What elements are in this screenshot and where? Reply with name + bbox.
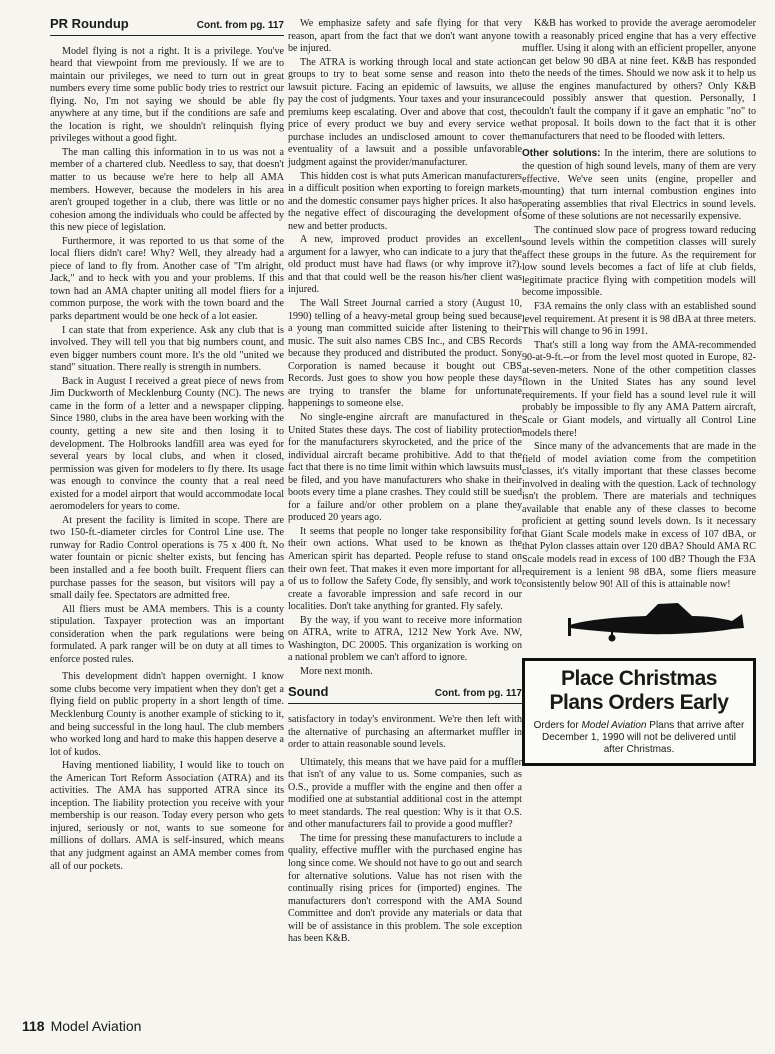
pr-paragraph: Furthermore, it was reported to us that some of the local fliers didn't care! Why? Well, they already had a piece of land to fly from. Another case of "I'm alright, Jack," and to heck with you and your problems. If this town had an AMA chapter uniting all model fliers for a common purpose, the work with the town board and the parks department would be one heck of a lot easier. bbox=[50, 235, 284, 323]
ad-body-post: Plans that arrive after December 1, 1990 will not be delivered until after Christmas. bbox=[542, 720, 745, 756]
sound-paragraph: Ultimately, this means that we have paid for a muffler that isn't of any value to us. Some companies, such as O.S., provide a muffler with the engine and then offer a modified one at substantial additional cost in the attempt to meet standards. The real question: Why is it that O.S. and other manufacturers fail to provide a good muffler? bbox=[288, 756, 522, 831]
column-3 bbox=[522, 18, 756, 766]
sound-header bbox=[288, 686, 522, 704]
pr-paragraph: The man calling this information in to us was not a member of a chartered club. Needless to say, that doesn't matter to us because we're here to help all AMA members. However, because the modelers in his area aren't grouped together in a club, there was little or no cohesion among the individuals who could be affected by this new piece of legislation. bbox=[50, 146, 284, 234]
column-1 bbox=[50, 18, 284, 873]
pr-paragraph: By the way, if you want to receive more information on ATRA, write to ATRA, 1212 New York Ave. NW, Washington, DC 20005. This organization is working on a national problem we can't afford to ignore. bbox=[288, 614, 522, 664]
sound-paragraph: F3A remains the only class with an established sound level requirement. At present it is 98 dBA at three meters. This will change to 96 in 1991. bbox=[522, 301, 756, 338]
sound-paragraph: The time for pressing these manufacturers to include a quality, effective muffler with the purchased engine has long since come. We should not have to go out and search for alternative solutions. Value has not risen with the continually rising prices for (imported) engines. The manufacturers don't correspond with the AMA Sound Committee and don't provide any materials or data that will be of assistance in this problem. The sole exception has been K&B. bbox=[288, 832, 522, 945]
pr-paragraph: The ATRA is working through local and state action groups to try to beat some sense and reason into the lawsuit picture. Facing an epidemic of lawsuits, we all pay the cost of judgments. Your taxes and your insurance premiums keep escalating. Over and above that cost, the price of every product we buy and every service we purchase includes an undisclosed amount to cover the eventuality of a lawsuit and a possible unfavorable judgment against the provider/manufacturer. bbox=[288, 56, 522, 169]
pr-paragraph: This development didn't happen overnight. I know some clubs become very impatient when they don't get a flying field on public property in a short length of time. Mecklenburg County is another example of sticking to it, and being successful in the long haul. The club members who worked long and hard to make this happen deserve a lot of kudos. bbox=[50, 671, 284, 758]
sound-continuation: Cont. from pg. 117 bbox=[434, 688, 522, 700]
sound-paragraph: Since many of the advancements that are made in the field of model aviation come from the competition classes, it's vitally important that these classes become involved in dealing with the question. Lack of technology isn't the problem. There are materials and techniques available that enable any of these classes to become proficient at getting sound levels down. Is it necessary that Giant Scale models make in excess of 107 dBA, or that Pylon classes attain over 120 dBA? Should AMA RC Scale models read in excess of 100 dB? Though the F3A requirement is a lenient 98 dBA, some fliers measure consistently below 90! All of this is attainable now! bbox=[522, 441, 756, 591]
pr-paragraph: Having mentioned liability, I would like to touch on the American Tort Reform Association (ATRA) and its activities. The AMA has supported ATRA since its inception. The liability protection you receive with your membership is our reason. Today every person who gets injured, seriously or not, wants to sue someone for millions of dollars. AMA is self-insured, which means that any judgment against an AMA member comes from all of our pockets. bbox=[50, 760, 284, 872]
ad-title-line-1: Place Christmas bbox=[561, 667, 717, 691]
pr-roundup-title: PR Roundup bbox=[50, 16, 129, 31]
sound-paragraph: K&B has worked to provide the average aeromodeler with a reasonably priced engine that has a very effective muffler. Using it along with an efficient propeller, anyone can get below 90 dBA at nine feet. K&B has responded to the needs of the times. Should we now ask it to help us use the engines manufactured by others? Only K&B could possibly answer that question. Personally, I couldn't fault the company if it gave an emphatic "no" to that proposal. It boils down to the fact that it is other manufacturers that need to be flooded with letters. bbox=[522, 18, 756, 142]
pr-roundup-continuation: Cont. from pg. 117 bbox=[196, 20, 284, 31]
airplane-silhouette-icon bbox=[566, 598, 746, 644]
other-solutions-subhead: Other solutions: bbox=[522, 148, 601, 160]
sound-title: Sound bbox=[288, 684, 329, 700]
sound-paragraph bbox=[522, 148, 756, 223]
pr-paragraph: No single-engine aircraft are manufactured in the United States these days. The cost of liability protection for the manufacturers skyrocketed, and the price of the individual aircraft became prohibitive. Add to that the fact that there is no time limit within which lawsuits must be filed, and you have manufacturers who shake in their boots every time a plane crashes. They could still be sued for a failure and/or other problem on a plane they produced 20 years ago. bbox=[288, 411, 522, 524]
pr-paragraph: At present the facility is limited in scope. There are two 150-ft.-diameter circles for Control Line use. The runway for Radio Control operations is 75 x 400 ft. No water fountain or picnic shelter exists, but fencing has been installed and a fee booth built. Frequent fliers can purchase passes for the season, but visitors will pay a small daily fee. Spectators are admitted free. bbox=[50, 514, 284, 602]
pr-paragraph: Model flying is not a right. It is a privilege. You've heard that viewpoint from me previously. If we are to maintain our privileges, we need to turn out in great numbers every time some public body tries to restrict our flying. No, I'm not saying we should be able fly anywhere at any time, but if the conditions are safe and the location is right, we shouldn't relinquish flying privileges without a good fight. bbox=[50, 45, 284, 145]
ad-body-italic: Model Aviation bbox=[581, 720, 647, 732]
pr-paragraph: A new, improved product provides an excellent argument for a lawyer, who can indicate to a jury that the old product must have had flaws (or why improve it?), and that that could well be the reason his/her client was injured. bbox=[288, 234, 522, 296]
sound-paragraph: The continued slow pace of progress toward reducing sound levels within the competition classes will surely affect these groups in the future. As the requirement for low sound levels becomes a fact of life at club fields, legitimate practice flying with competition models will become impossible. bbox=[522, 224, 756, 299]
pr-paragraph: I can state that from experience. Ask any club that is involved. They will tell you that big numbers count, and even bigger numbers count more. It's the old "united we stand" situation. There really is strength in numbers. bbox=[50, 324, 284, 374]
ad-body bbox=[533, 720, 745, 756]
pr-paragraph: It seems that people no longer take responsibility for their own actions. What used to be known as the American spirit has departed. People refuse to stand on their own feet. That makes it even more important for all of us to follow the Safety Code, fly sensibly, and work to create a favorable impression and safe record in our localities. Don't take anything for granted. Fly safely. bbox=[288, 525, 522, 613]
pr-paragraph: This hidden cost is what puts American manufacturers in a difficult position when exporting to foreign markets, and the domestic consumer pays higher prices. It also has the negative effect of discouraging the development of new and better products. bbox=[288, 170, 522, 232]
ad-body-pre: Orders for bbox=[533, 720, 582, 732]
ad-title-line-2: Plans Orders Early bbox=[549, 691, 729, 715]
sound-paragraph: satisfactory in today's environment. We're then left with the alternative of purchasing an aftermarket muffler in order to attain reasonable sound levels. bbox=[288, 713, 522, 751]
page-folio bbox=[22, 1018, 141, 1034]
page-number: 118 bbox=[22, 1018, 45, 1034]
pr-paragraph: The Wall Street Journal carried a story (August 10, 1990) telling of a heavy-metal group being sued because a young man committed suicide after listening to their music. The suit also names CBS Inc., and CBS Records because they produced and distributed the product. Sony Corporation is named because it bought out CBS Records. Just goes to show you how people these days are trying to transfer the blame for unfortunate happenings to someone else. bbox=[288, 298, 522, 410]
pr-roundup-header bbox=[50, 18, 284, 36]
pr-paragraph: We emphasize safety and safe flying for that very reason, apart from the fact that we don't want anyone to be injured. bbox=[288, 18, 522, 55]
magazine-name: Model Aviation bbox=[50, 1018, 142, 1034]
pr-paragraph: Back in August I received a great piece of news from Jim Duckworth of Mecklenburg County (NC). The news came in the form of a letter and a newspaper clipping. Since 1980, clubs in the area have been working with the county, getting a new site and then losing it to development. The Holbrooks landfill area was eyed for several years by local clubs, and when it closed, permission was given for modelers to fly there. Its usage was enough to convince the county that a real need existed for a model airport that would accommodate local aeromodelers for years to come. bbox=[50, 375, 284, 513]
sound-paragraph: That's still a long way from the AMA-recommended 90-at-9-ft.--or from the level most quoted in Europe, 82-at-seven-meters. None of the other competition classes flown in the United States has any sound level requirements. If your field has a sound level rule it will probably be impossible to fly any AMA Pattern aircraft, Scale or Giant models, and virtually all Control Line models there! bbox=[522, 339, 756, 439]
pr-paragraph: All fliers must be AMA members. This is a county stipulation. Taxpayer protection was an important consideration when the park regulations were being formulated. A park ranger will be on duty at all times to enforce posted rules. bbox=[50, 603, 284, 665]
sound-paragraph-text: In the interim, there are solutions to the question of high sound levels, many of them are very effective. We've seen units (engine, propeller and mounting) that turn internal combustion engines into operating assemblies that rival Electrics in sound levels. Some of these solutions are not necessarily expensive. bbox=[522, 148, 756, 223]
pr-paragraph: More next month. bbox=[300, 665, 373, 677]
column-2 bbox=[288, 18, 522, 946]
christmas-orders-ad bbox=[522, 658, 756, 766]
